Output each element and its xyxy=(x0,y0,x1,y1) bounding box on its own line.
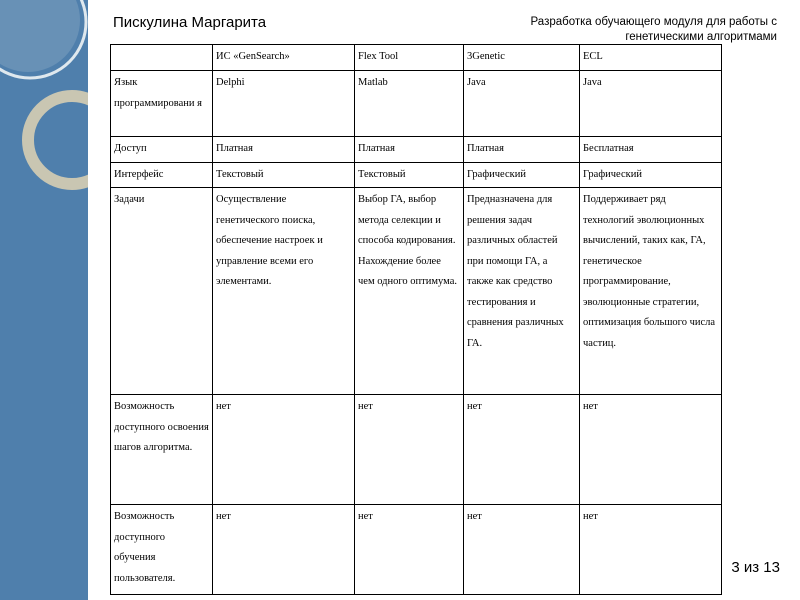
table-cell: нет xyxy=(580,505,722,595)
page-indicator: 3 из 13 xyxy=(731,559,780,576)
table-cell: Текстовый xyxy=(213,162,355,188)
row-label: Возможность доступного обучения пользователя. xyxy=(111,505,213,595)
table-header-row xyxy=(111,45,722,71)
table-cell: Matlab xyxy=(355,71,464,137)
comparison-table xyxy=(110,44,722,595)
row-label: Язык программировани я xyxy=(111,71,213,137)
header-cell-gensearch: ИС «GenSearch» xyxy=(213,45,355,71)
table-cell: нет xyxy=(464,395,580,505)
table-cell: Поддерживает ряд технологий эволюционных вычислений, таких как, ГА, генетическое программирование, эволюционные стратегии, оптимизация большого числа частиц. xyxy=(580,188,722,395)
author-name: Пискулина Маргарита xyxy=(113,14,267,31)
table-cell: Платная xyxy=(464,137,580,163)
row-label: Интерфейс xyxy=(111,162,213,188)
table-cell: Платная xyxy=(355,137,464,163)
table-cell: Delphi xyxy=(213,71,355,137)
decorative-sidebar xyxy=(0,0,88,600)
table-cell: Графический xyxy=(464,162,580,188)
table-row-access xyxy=(111,137,722,163)
table-row-language xyxy=(111,71,722,137)
slide-subtitle: Разработка обучающего модуля для работы с генетическими алгоритмами xyxy=(530,16,777,43)
table-cell: Предназначена для решения задач различных областей при помощи ГА, а также как средство тестирования и сравнения различных ГА. xyxy=(464,188,580,395)
table-cell: Бесплатная xyxy=(580,137,722,163)
header-cell-empty xyxy=(111,45,213,71)
table-row-tasks xyxy=(111,188,722,395)
table-cell: Платная xyxy=(213,137,355,163)
table-cell: Выбор ГА, выбор метода селекции и способа кодирования. Нахождение более чем одного оптимума. xyxy=(355,188,464,395)
table-cell: нет xyxy=(464,505,580,595)
decor-ring-middle xyxy=(28,96,88,184)
table-cell: Java xyxy=(580,71,722,137)
header-cell-ecl: ECL xyxy=(580,45,722,71)
table-row-user-training xyxy=(111,505,722,595)
table-cell: Текстовый xyxy=(355,162,464,188)
table-cell: нет xyxy=(355,395,464,505)
row-label: Задачи xyxy=(111,188,213,395)
table-cell: Осуществление генетического поиска, обеспечение настроек и управление всеми его элементами. xyxy=(213,188,355,395)
table-cell: Java xyxy=(464,71,580,137)
header-cell-flextool: Flex Tool xyxy=(355,45,464,71)
table-cell: нет xyxy=(213,505,355,595)
table-cell: нет xyxy=(580,395,722,505)
table-cell: Графический xyxy=(580,162,722,188)
header-cell-3genetic: 3Genetic xyxy=(464,45,580,71)
table-cell: нет xyxy=(355,505,464,595)
table-cell: нет xyxy=(213,395,355,505)
table-row-algorithm-steps xyxy=(111,395,722,505)
row-label: Доступ xyxy=(111,137,213,163)
decor-rings-graphic xyxy=(0,0,88,600)
table-row-interface xyxy=(111,162,722,188)
row-label: Возможность доступного освоения шагов алгоритма. xyxy=(111,395,213,505)
